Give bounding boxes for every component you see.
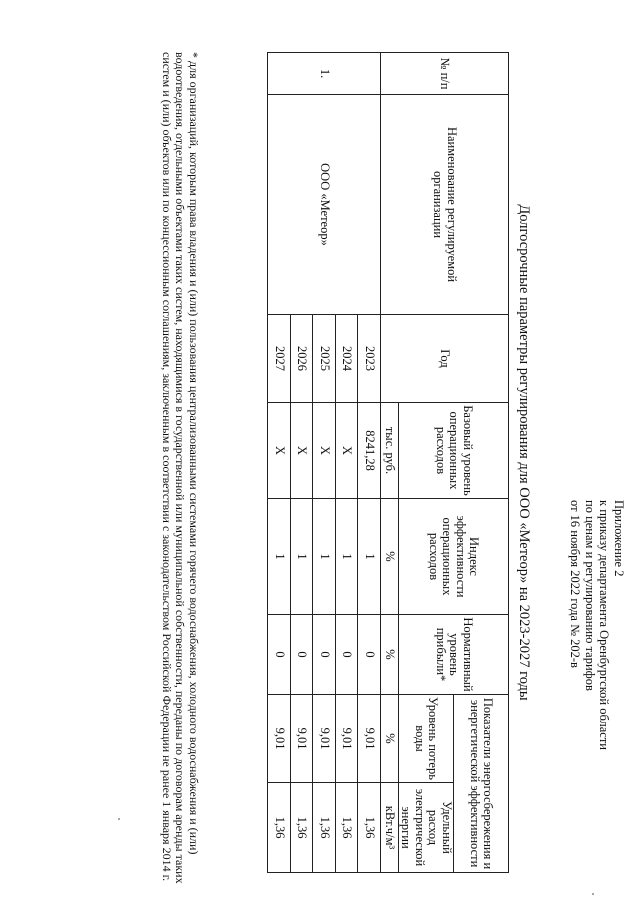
row-organization: ООО «Метеор» xyxy=(268,95,381,315)
cell-loss: 9,01 xyxy=(358,695,381,783)
cell-index: 1 xyxy=(291,499,314,615)
cell-loss: 9,01 xyxy=(313,695,336,783)
header-energy-group: Показатели энергосбережения и энергетической эффективности xyxy=(454,695,509,873)
cell-loss: 9,01 xyxy=(336,695,359,783)
cell-year: 2025 xyxy=(313,315,336,403)
header-year: Год xyxy=(381,315,509,403)
appendix-line: к приказу департамента Оренбургской области xyxy=(597,500,612,750)
table-row xyxy=(358,53,381,873)
cell-year: 2027 xyxy=(268,315,291,403)
cell-specific: 1,36 xyxy=(358,783,381,873)
header-normative-profit: Нормативный уровень прибыли* xyxy=(399,615,509,695)
unit-loss: % xyxy=(381,695,399,783)
appendix-line: Приложение 2 xyxy=(612,500,626,577)
footnote-line: систем и (или) объектов или по концессионным соглашениям, заключенным в соответствии с законодательством Российской Федерации не ранее 1 января 2014 г. xyxy=(160,52,174,882)
cell-year: 2023 xyxy=(358,315,381,403)
regulation-parameters-table xyxy=(268,52,510,873)
cell-specific: 1,36 xyxy=(268,783,291,873)
cell-norm: 0 xyxy=(313,615,336,695)
footnote-line: водоотведения, отдельными объектами таких систем, находящимися в государственной или муниципальной собственности, переданы по договорам аренды таких xyxy=(173,52,188,884)
cell-index: 1 xyxy=(313,499,336,615)
row-num: 1. xyxy=(268,53,381,95)
header-water-loss: Уровень потерь воды xyxy=(399,695,454,783)
header-base-level: Базовый уровень операционных расходов xyxy=(399,403,509,499)
cell-loss: 9,01 xyxy=(291,695,314,783)
header-efficiency-index: Индекс эффективности операционных расходов xyxy=(399,499,509,615)
appendix-line: от 16 ноября 2022 года № 202-в xyxy=(568,500,583,668)
unit-norm: % xyxy=(381,615,399,695)
cell-year: 2024 xyxy=(336,315,359,403)
appendix-line: по ценам и регулированию тарифов xyxy=(583,500,597,691)
footnote xyxy=(160,52,201,882)
cell-specific: 1,36 xyxy=(313,783,336,873)
header-num: № п/п xyxy=(381,53,509,95)
cell-base: X xyxy=(268,403,291,499)
footnote-line: * для организаций, которым права владения и (или) пользования централизованными системами горячего водоснабжения, холодного водоснабжения и (или) xyxy=(187,52,201,855)
cell-base: X xyxy=(313,403,336,499)
appendix-header xyxy=(568,500,626,880)
cell-norm: 0 xyxy=(291,615,314,695)
cell-index: 1 xyxy=(268,499,291,615)
unit-specific: кВт.ч/м³ xyxy=(381,783,399,873)
cell-index: 1 xyxy=(358,499,381,615)
cell-loss: 9,01 xyxy=(268,695,291,783)
cell-base: 8241,28 xyxy=(358,403,381,499)
cell-base: X xyxy=(291,403,314,499)
cell-specific: 1,36 xyxy=(336,783,359,873)
unit-index: % xyxy=(381,499,399,615)
scan-speck xyxy=(118,818,120,820)
cell-year: 2026 xyxy=(291,315,314,403)
header-organization: Наименование регулируемой организации xyxy=(381,95,509,315)
header-specific-consumption: Удельный расход электрической энергии xyxy=(399,783,454,873)
cell-norm: 0 xyxy=(358,615,381,695)
cell-specific: 1,36 xyxy=(291,783,314,873)
document-title: Долгосрочные параметры регулирования для ООО «Метеор» на 2023-2027 годы xyxy=(516,204,532,701)
unit-base: тыс. руб. xyxy=(381,403,399,499)
scan-speck xyxy=(592,893,594,895)
cell-base: X xyxy=(336,403,359,499)
cell-norm: 0 xyxy=(336,615,359,695)
cell-norm: 0 xyxy=(268,615,291,695)
table-header-row xyxy=(454,53,509,873)
cell-index: 1 xyxy=(336,499,359,615)
